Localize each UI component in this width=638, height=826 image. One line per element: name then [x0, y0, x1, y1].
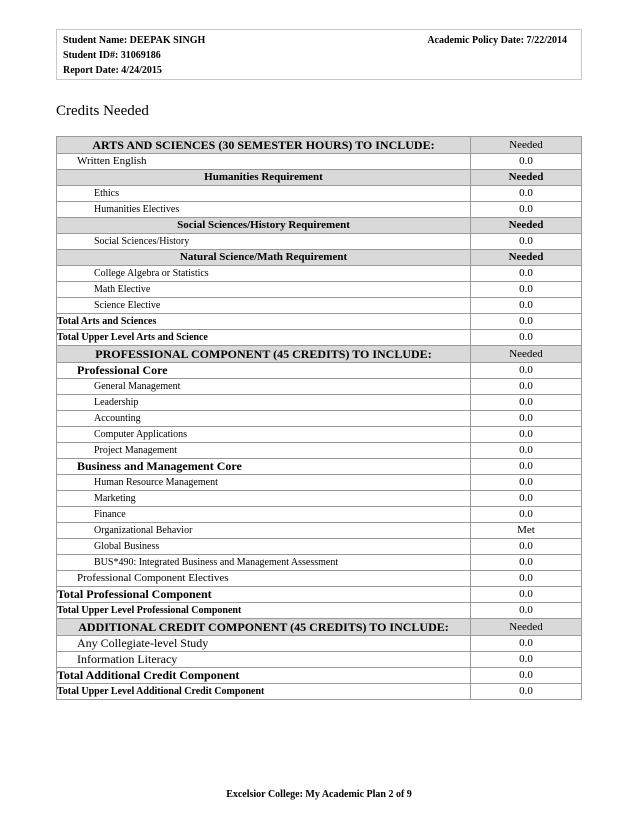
- row-value: 0.0: [471, 395, 582, 411]
- table-row: [57, 555, 582, 571]
- table-row: [57, 154, 582, 170]
- row-value: 0.0: [471, 202, 582, 218]
- table-row: [57, 619, 582, 636]
- row-value: 0.0: [471, 491, 582, 507]
- row-label: ARTS AND SCIENCES (30 SEMESTER HOURS) TO INCLUDE:: [57, 137, 471, 154]
- row-value: 0.0: [471, 186, 582, 202]
- row-label: Professional Core: [57, 363, 471, 379]
- row-value: Needed: [471, 137, 582, 154]
- table-row: [57, 234, 582, 250]
- table-row: [57, 459, 582, 475]
- row-label: Leadership: [57, 395, 471, 411]
- row-value: 0.0: [471, 154, 582, 170]
- row-label: Humanities Electives: [57, 202, 471, 218]
- row-value: 0.0: [471, 684, 582, 700]
- row-label: Written English: [57, 154, 471, 170]
- row-value: 0.0: [471, 555, 582, 571]
- row-value: 0.0: [471, 668, 582, 684]
- row-label: General Management: [57, 379, 471, 395]
- row-label: PROFESSIONAL COMPONENT (45 CREDITS) TO INCLUDE:: [57, 346, 471, 363]
- row-label: Total Upper Level Additional Credit Component: [57, 684, 471, 700]
- table-row: [57, 523, 582, 539]
- row-value: 0.0: [471, 652, 582, 668]
- table-row: [57, 507, 582, 523]
- table-row: [57, 668, 582, 684]
- row-value: 0.0: [471, 587, 582, 603]
- row-value: Needed: [471, 170, 582, 186]
- row-label: Ethics: [57, 186, 471, 202]
- credits-table: [56, 136, 582, 700]
- row-label: Any Collegiate-level Study: [57, 636, 471, 652]
- table-row: [57, 491, 582, 507]
- row-label: Total Upper Level Professional Component: [57, 603, 471, 619]
- row-value: 0.0: [471, 266, 582, 282]
- row-value: 0.0: [471, 427, 582, 443]
- table-row: [57, 539, 582, 555]
- row-label: Math Elective: [57, 282, 471, 298]
- student-name: Student Name: DEEPAK SINGH: [63, 35, 206, 46]
- row-label: Professional Component Electives: [57, 571, 471, 587]
- table-row: [57, 443, 582, 459]
- row-value: 0.0: [471, 298, 582, 314]
- row-value: Needed: [471, 218, 582, 234]
- student-info-box: [56, 29, 582, 80]
- row-label: Total Upper Level Arts and Science: [57, 330, 471, 346]
- row-label: Global Business: [57, 539, 471, 555]
- table-row: [57, 603, 582, 619]
- row-value: Needed: [471, 250, 582, 266]
- row-value: 0.0: [471, 282, 582, 298]
- table-row: [57, 427, 582, 443]
- row-value: Met: [471, 523, 582, 539]
- row-label: Finance: [57, 507, 471, 523]
- academic-policy-date: Academic Policy Date: 7/22/2014: [427, 35, 567, 46]
- table-row: [57, 314, 582, 330]
- row-label: Project Management: [57, 443, 471, 459]
- table-row: [57, 395, 582, 411]
- table-row: [57, 218, 582, 234]
- table-row: [57, 379, 582, 395]
- table-row: [57, 250, 582, 266]
- row-value: 0.0: [471, 603, 582, 619]
- section-title: Credits Needed: [56, 103, 149, 119]
- row-label: Social Sciences/History: [57, 234, 471, 250]
- row-label: Computer Applications: [57, 427, 471, 443]
- table-row: [57, 266, 582, 282]
- row-label: Information Literacy: [57, 652, 471, 668]
- row-label: Business and Management Core: [57, 459, 471, 475]
- row-value: 0.0: [471, 379, 582, 395]
- row-value: 0.0: [471, 443, 582, 459]
- row-value: 0.0: [471, 507, 582, 523]
- row-value: 0.0: [471, 363, 582, 379]
- row-label: Organizational Behavior: [57, 523, 471, 539]
- table-row: [57, 652, 582, 668]
- row-value: 0.0: [471, 314, 582, 330]
- row-label: Marketing: [57, 491, 471, 507]
- page-footer: Excelsior College: My Academic Plan 2 of 9: [226, 789, 412, 800]
- row-label: Human Resource Management: [57, 475, 471, 491]
- row-label: Natural Science/Math Requirement: [57, 250, 471, 266]
- row-value: 0.0: [471, 475, 582, 491]
- row-label: BUS*490: Integrated Business and Management Assessment: [57, 555, 471, 571]
- row-label: Social Sciences/History Requirement: [57, 218, 471, 234]
- report-date: Report Date: 4/24/2015: [63, 65, 162, 76]
- table-row: [57, 282, 582, 298]
- row-value: 0.0: [471, 459, 582, 475]
- row-value: Needed: [471, 619, 582, 636]
- row-label: Accounting: [57, 411, 471, 427]
- table-row: [57, 684, 582, 700]
- table-row: [57, 298, 582, 314]
- row-value: 0.0: [471, 539, 582, 555]
- table-row: [57, 587, 582, 603]
- row-value: 0.0: [471, 571, 582, 587]
- row-value: 0.0: [471, 330, 582, 346]
- row-value: 0.0: [471, 411, 582, 427]
- row-value: Needed: [471, 346, 582, 363]
- table-row: [57, 636, 582, 652]
- table-row: [57, 137, 582, 154]
- row-value: 0.0: [471, 636, 582, 652]
- student-id: Student ID#: 31069186: [63, 50, 161, 61]
- table-row: [57, 411, 582, 427]
- row-label: Total Professional Component: [57, 587, 471, 603]
- table-row: [57, 363, 582, 379]
- row-label: ADDITIONAL CREDIT COMPONENT (45 CREDITS) TO INCLUDE:: [57, 619, 471, 636]
- row-label: College Algebra or Statistics: [57, 266, 471, 282]
- table-row: [57, 170, 582, 186]
- row-label: Science Elective: [57, 298, 471, 314]
- table-row: [57, 475, 582, 491]
- row-label: Total Arts and Sciences: [57, 314, 471, 330]
- row-label: Humanities Requirement: [57, 170, 471, 186]
- row-value: 0.0: [471, 234, 582, 250]
- table-row: [57, 186, 582, 202]
- table-row: [57, 202, 582, 218]
- row-label: Total Additional Credit Component: [57, 668, 471, 684]
- table-row: [57, 330, 582, 346]
- table-row: [57, 571, 582, 587]
- table-row: [57, 346, 582, 363]
